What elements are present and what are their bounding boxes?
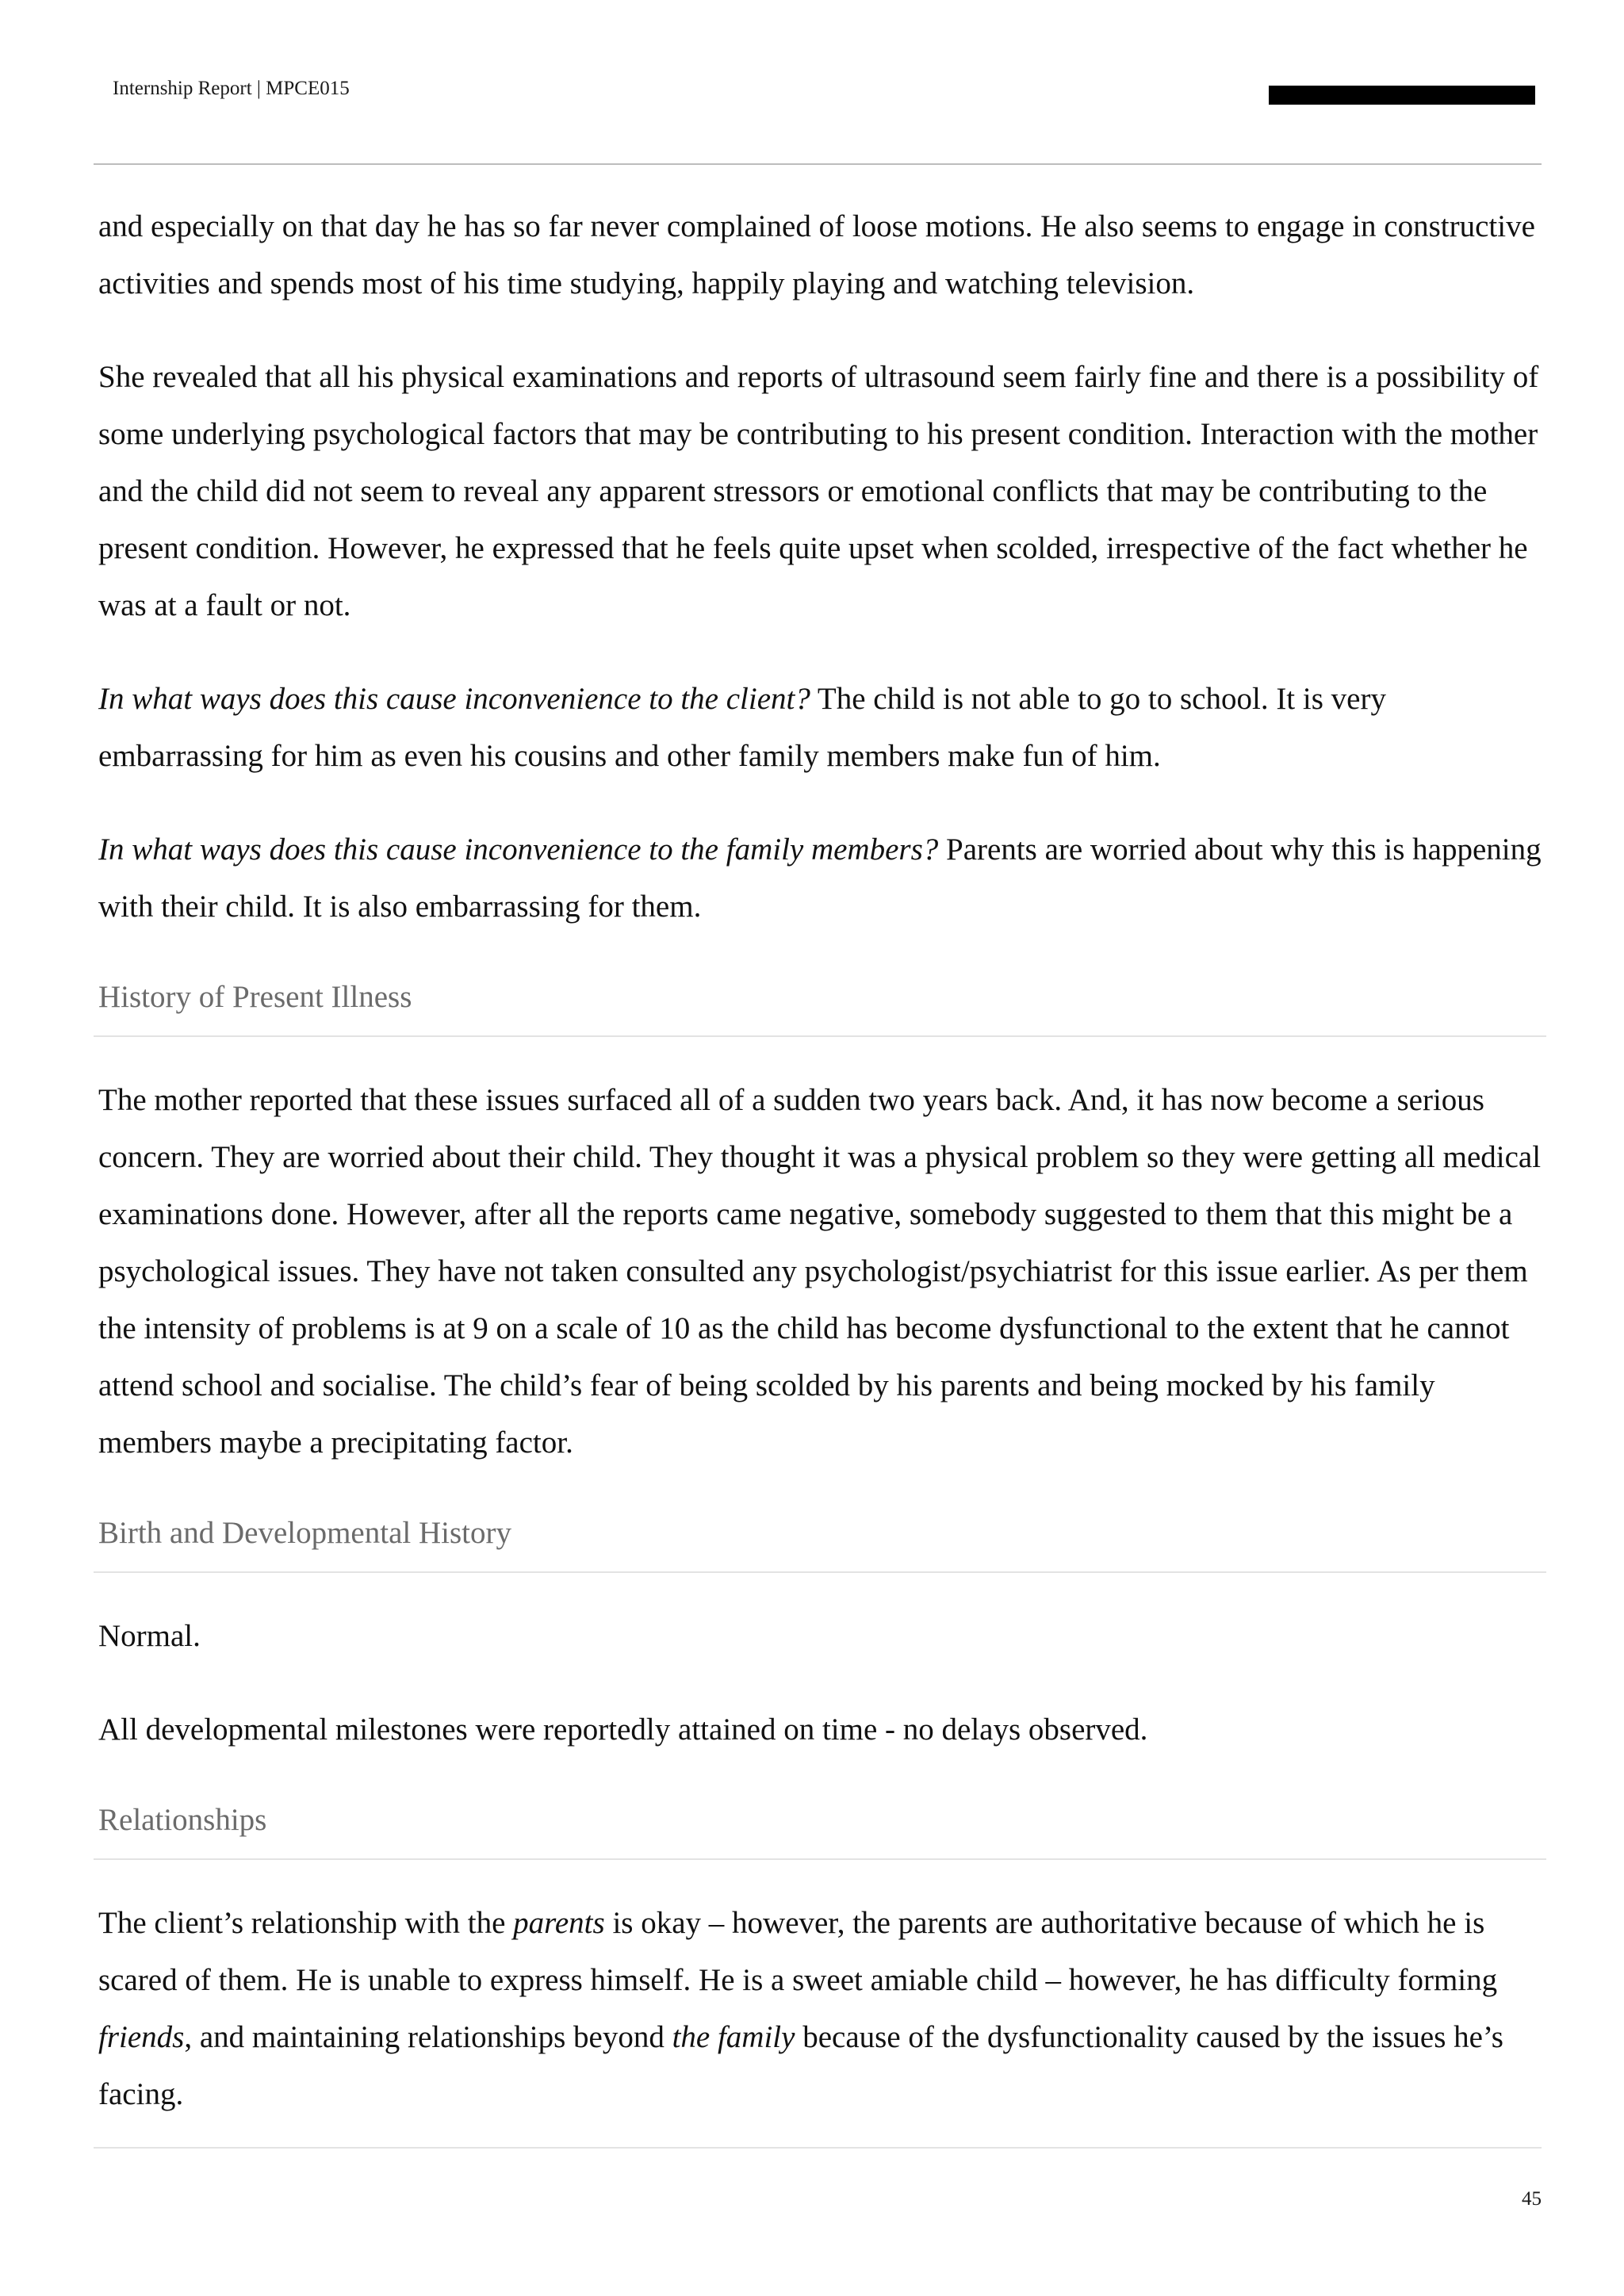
heading-divider — [94, 1035, 1546, 1037]
header-title: Internship Report | MPCE015 — [113, 78, 350, 99]
paragraph-continuation: and especially on that day he has so far never complained of loose motions. He also seems to engage in constructive activities and spends most of his time studying, happily playing and watching television. — [98, 209, 1535, 300]
footer-divider — [94, 2147, 1542, 2149]
heading-divider — [94, 1858, 1546, 1860]
relationships-text: is okay – however, the parents are authoritative because of which he is scared of them. He is unable to express himself. He is a sweet amiable child – however, he has difficulty forming — [98, 1906, 1498, 1997]
page-content — [98, 198, 1542, 2160]
question-family: In what ways does this cause inconvenience to the family members? — [98, 832, 939, 867]
relationships-text: , and maintaining relationships beyond — [184, 2020, 672, 2054]
relationships-text: because of the dysfunctionality caused by the issues he’s facing. — [98, 2020, 1503, 2111]
heading-developmental-history: Birth and Developmental History — [98, 1516, 511, 1550]
answer-client: The child is not able to go to school. It is very embarrassing for him as even his cousins and other family members make fun of him. — [98, 682, 1386, 773]
heading-present-illness: History of Present Illness — [98, 980, 412, 1014]
relationships-emphasis: parents — [513, 1906, 605, 1940]
heading-divider — [94, 1571, 1546, 1573]
paragraph-family-inconvenience — [98, 821, 1542, 936]
paragraph-relationships — [98, 1895, 1542, 2123]
paragraph-developmental-normal: Normal. — [98, 1619, 201, 1653]
question-client: In what ways does this cause inconvenience to the client? — [98, 682, 810, 716]
paragraph-examinations: She revealed that all his physical examinations and reports of ultrasound seem fairly fine and there is a possibility of some underlying psychological factors that may be contributing to his present condition. Interaction with the mother and the child did not seem to reveal any apparent stressors or emotional conflicts that may be contributing to the present condition. However, he expressed that he feels quite upset when scolded, irrespective of the fact whether he was at a fault or not. — [98, 360, 1539, 622]
paragraph-client-inconvenience — [98, 671, 1542, 785]
relationships-emphasis: the family — [672, 2020, 795, 2054]
relationships-emphasis: friends — [98, 2020, 185, 2054]
answer-family: Parents are worried about why this is happening with their child. It is also embarrassing for them. — [98, 832, 1542, 924]
paragraph-developmental-milestones: All developmental milestones were reportedly attained on time - no delays observed. — [98, 1712, 1148, 1747]
redaction-bar — [1269, 86, 1535, 105]
page-number: 45 — [1522, 2188, 1542, 2210]
header-divider — [94, 163, 1542, 165]
heading-relationships: Relationships — [98, 1803, 267, 1837]
paragraph-present-illness: The mother reported that these issues surfaced all of a sudden two years back. And, it has now become a serious concern. They are worried about their child. They thought it was a physical problem so they were getting all medical examinations done. However, after all the reports came negative, somebody suggested to them that this might be a psychological issues. They have not taken consulted any psychologist/psychiatrist for this issue earlier. As per them the intensity of problems is at 9 on a scale of 10 as the child has become dysfunctional to the extent that he cannot attend school and socialise. The child’s fear of being scolded by his parents and being mocked by his family members maybe a precipitating factor. — [98, 1083, 1542, 1460]
relationships-text: The client’s relationship with the — [98, 1906, 514, 1940]
